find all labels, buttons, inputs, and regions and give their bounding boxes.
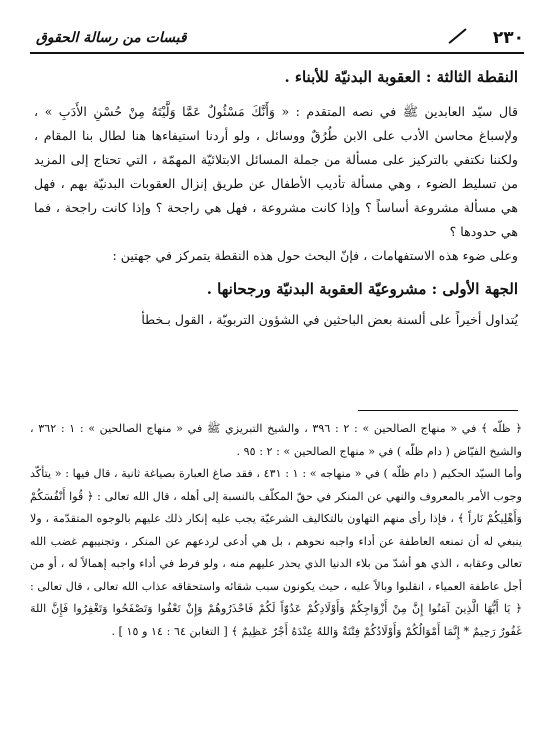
paragraph-1: قال سيّد العابدين ﷺ في نصه المتقدم : « وَأَنَّكَ مَسْئُولٌ عَمَّا وَلَّيْتَهُ مِنْ حُسْنِ الأَدَبِ » ، ولإسباغ محاسن الأدب على الابن طُرُقٌ ووسائل ، ولو أردنا استيفاءها هنا لطال بنا المقام ، ولكننا نكتفي بالتركيز على مسألة من جملة المسائل الابتلائيّة المهمّة ، التي تحتاج إلى المزيد من تسليط الضوء ، وهي مسألة تأديب الأطفال عن طريق إنزال العقوبات البدنيّة بهم ، فهل هي مسألة مشروعة أساساً ؟ وإذا كانت مشروعة ، فهل هي راجحة ؟ وإذا كانت راجحة ، فما هي حدودها ؟	[34, 104, 518, 239]
page-number: ٢٣٠	[492, 28, 524, 48]
page-header	[30, 26, 524, 54]
header-rule	[30, 52, 524, 54]
footnote-2: وأما السيّد الحكيم ( دام ظلّه ) في « منهاجه » : ١ : ٤٣١ ، فقد صاغ العبارة بصياغة ثانية ، قال فيها : « يتأكّد وجوب الأمر بالمعروف والنهي عن المنكر في حقّ المكلّف بالنسبة إلى أهله ، قال الله تعالى : ﴿ قُوا أَنْفُسَكُمْ وَأَهْلِيكُمْ نَاراً ﴾ ، فإذا رأى منهم التهاون بالتكاليف الشرعيّة يجب عليه إنكار ذلك عليهم بالوجوه المتقدّمة ، ولا ينبغي له أن تمنعه العاطفة عن أداء واجبه نحوهم ، بل هي أدعى لردعهم عن المنكر ، وتجنيبهم غضب الله تعالى وعقابه ، الذي هو أشدّ من بلاء الدنيا الذي يحذر عليهم منه ، ولو فرط في أداء واجبه إهمالاً له ، أو من أجل عاطفة العمياء ، انقلبوا وبالاً عليه ، حيث يكونون سبب شقائه واستحقاقه عذاب الله تعالى ، قال تعالى : ﴿ يَا أَيُّهَا الَّذِينَ آمَنُوا إِنَّ مِنْ أَزْوَاجِكُمْ وَأَوْلَادِكُمْ عَدُوّاً لَكُمْ فَاحْذَرُوهُمْ وَإِنْ تَعْفُوا وَتَصْفَحُوا وَتَغْفِرُوا فَإِنَّ اللهَ غَفُورٌ رَحِيمٌ * إِنَّمَا أَمْوَالُكُمْ وَأَوْلَادُكُمْ فِتْنَةٌ وَاللهُ عِنْدَهُ أَجْرٌ عَظِيمٌ ﴾ [ التغابن ٦٤ : ١٤ و ١٥ ] .	[30, 467, 523, 638]
section-heading: النقطة الثالثة : العقوبة البدنيّة للأبناء .	[284, 68, 518, 86]
footnote-1: ﴿ ظلّه ﴾ في « منهاج الصالحين » : ٢ : ٣٩٦ ، والشيخ التبريزي ﷺ في « منهاج الصالحين » : ١ : ٣٦٢ ، والشيخ الفيّاض ( دام ظلّه ) في « منهاج الصالحين » : ٢ : ٩٥ .	[30, 422, 522, 458]
footnotes	[30, 418, 522, 643]
running-title: قبسات من رسالة الحقوق	[36, 30, 187, 46]
paragraph-2: وعلى ضوء هذه الاستفهامات ، فإنّ البحث حول هذه النقطة يتمركز في جهتين :	[112, 248, 518, 263]
footnote-rule	[358, 410, 518, 411]
paragraph-3: يُتداول أخيراً على ألسنة بعض الباحثين في الشؤون التربويّة ، القول بـخطأ	[141, 312, 518, 327]
main-text	[34, 66, 518, 332]
sub-heading: الجهة الأولى : مشروعيّة العقوبة البدنيّة ورجحانها .	[206, 280, 518, 298]
header-slash-mark	[449, 28, 467, 44]
